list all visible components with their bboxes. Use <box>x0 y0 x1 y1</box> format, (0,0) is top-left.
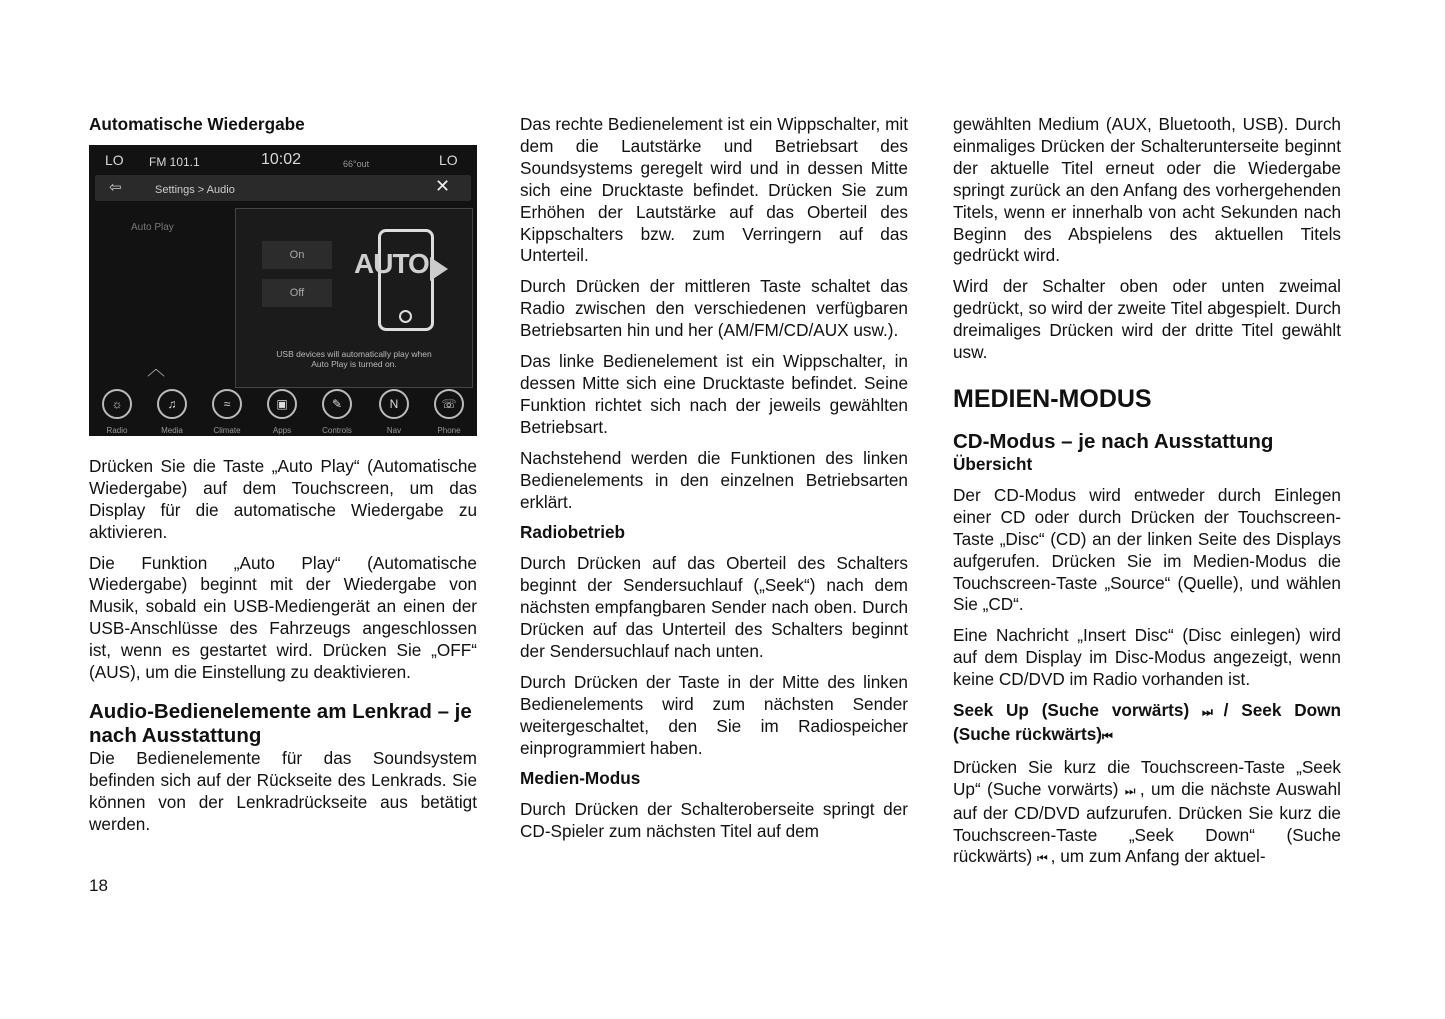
dock-phone[interactable] <box>423 389 475 436</box>
paragraph: Durch Drücken der Schalteroberseite springt der CD-Spieler zum nächsten Titel auf dem <box>520 799 908 842</box>
usb-note-line-1: USB devices will automatically play when <box>276 348 432 359</box>
dock-apps[interactable] <box>256 389 308 436</box>
dock-label: Media <box>161 425 183 435</box>
paragraph: Der CD-Modus wird entweder durch Einlegen einer CD oder durch Drücken der Touchscreen-Taste „Disc“ (CD) an der linken Seite des Displays aufgerufen. Drücken Sie im Medien-Modus die Touchscreen-Taste „Source“ (Quelle), und wählen Sie „CD“. <box>953 484 1341 615</box>
paragraph <box>953 757 1341 871</box>
apps-icon: ▣ <box>267 389 297 419</box>
seek-up-text: Seek Up (Suche vorwärts) <box>953 700 1190 721</box>
paragraph: Wird der Schalter oben oder unten zweimal gedrückt, so wird der zweite Titel abgespielt. Durch dreimaliges Drücken wird der dritte Titel gewählt usw. <box>953 276 1341 363</box>
page-number: 18 <box>89 876 108 895</box>
usb-note <box>236 349 472 369</box>
column-left <box>89 114 477 845</box>
phone-icon <box>378 229 434 331</box>
compass-icon: N <box>379 389 409 419</box>
status-lo-right: LO <box>439 151 458 168</box>
close-icon[interactable]: ✕ <box>435 175 451 196</box>
heading-media-mode-main: MEDIEN-MODUS <box>953 384 1152 413</box>
breadcrumb: Settings > Audio <box>155 183 235 196</box>
dock-controls[interactable] <box>311 389 363 436</box>
climate-icon: ≈ <box>212 389 242 419</box>
heading-media-mode: Medien-Modus <box>520 768 641 789</box>
chevron-up-icon[interactable]: ︿ <box>147 358 165 379</box>
dock-radio[interactable] <box>91 389 143 436</box>
previous-track-icon: ⏮ <box>1037 851 1046 866</box>
paragraph: Die Bedienelemente für das Soundsystem befinden sich auf der Rückseite des Lenkrads. Sie können von der Lenkradrückseite aus betätigt werden. <box>89 747 477 834</box>
dock-nav[interactable] <box>368 389 420 436</box>
music-note-icon: ♫ <box>157 389 187 419</box>
heading-overview: Übersicht <box>953 453 1033 474</box>
paragraph: Nachstehend werden die Funktionen des linken Bedienelements in den einzelnen Betriebsarten erklärt. <box>520 447 908 512</box>
status-temp: 66°out <box>343 158 370 169</box>
heading-radio: Radiobetrieb <box>520 522 626 543</box>
seek-text-c: , um zum Anfang der aktuel- <box>1050 846 1266 867</box>
previous-track-icon: ⏮ <box>1102 728 1111 743</box>
paragraph: Durch Drücken auf das Oberteil des Schalters beginnt der Sendersuchlauf („Seek“) nach dem nächsten empfangbaren Sender nach oben. Durch Drücken auf das Unterteil des Schalters beginnt der Sendersuchlauf nach unten. <box>520 553 908 661</box>
dock-label: Radio <box>106 425 128 435</box>
status-radio: FM 101.1 <box>149 154 200 169</box>
paragraph: Durch Drücken der Taste in der Mitte des linken Bedienelements wird zum nächsten Sender weitergeschaltet, den Sie im Radiospeicher einprogrammiert haben. <box>520 671 908 758</box>
dock-media[interactable] <box>146 389 198 436</box>
dock-label: Controls <box>322 425 352 435</box>
seek-text-a: Drücken Sie kurz die Touchscreen-Taste „Seek Up“ (Suche vorwärts) <box>953 756 1341 799</box>
auto-text: AUTO <box>354 247 429 279</box>
paragraph: Die Funktion „Auto Play“ (Automatische Wiedergabe) beginnt mit der Wiedergabe von Musik, sobald ein USB-Mediengerät an einen der USB-Anschlüsse des Fahrzeugs angeschlossen ist, wenn es gestartet wird. Drücken Sie „OFF“ (AUS), um die Einstellung zu deaktivieren. <box>89 552 477 683</box>
seek-text-b: , um die nächste Auswahl auf der CD/DVD aufzurufen. Drücken Sie kurz die Touchscreen-Taste „Seek Down“ (Suche rückwärts) <box>953 778 1341 867</box>
paragraph: Drücken Sie die Taste „Auto Play“ (Automatische Wiedergabe) auf dem Touchscreen, um das Display für die automatische Wiedergabe zu aktivieren. <box>89 455 477 542</box>
paragraph: Eine Nachricht „Insert Disc“ (Disc einlegen) wird auf dem Display im Disc-Modus angezeigt, wenn keine CD/DVD im Radio vorhanden ist. <box>953 625 1341 690</box>
settings-nav-bar <box>95 175 471 201</box>
paragraph: Das rechte Bedienelement ist ein Wippschalter, mit dem die Lautstärke und Betriebsart des Soundsystems geregelt wird und in dessen Mitte sich eine Drucktaste befindet. Drücken Sie zum Erhöhen der Lautstärke auf das Oberteil des Kippschalters bzw. zum Verringern auf das Unterteil. <box>520 114 908 266</box>
heading-cd-mode: CD-Modus – je nach Ausstattung <box>953 429 1274 453</box>
touchscreen-screenshot <box>89 145 477 436</box>
on-button[interactable]: On <box>262 241 332 269</box>
paragraph: gewählten Medium (AUX, Bluetooth, USB). Durch einmaliges Drücken der Schalterunterseite beginnt der aktuelle Titel erneut oder die Wiedergabe springt zurück an den Anfang des vorhergehenden Titels, wenn er innerhalb von acht Sekunden nach Beginn des Abspielens des aktuellen Titels gedrückt wird. <box>953 114 1341 266</box>
usb-note-line-2: Auto Play is turned on. <box>311 358 397 369</box>
auto-play-panel <box>235 208 473 388</box>
dock-label: Phone <box>437 425 461 435</box>
column-right <box>953 114 1341 879</box>
auto-play-label[interactable]: Auto Play <box>131 221 174 233</box>
phone-signal-icon: ☏ <box>434 389 464 419</box>
column-middle <box>520 114 908 852</box>
dock-label: Climate <box>213 425 241 435</box>
heading-seek <box>953 700 1341 748</box>
seek-down-text: / Seek Down (Suche rückwärts) <box>953 700 1341 744</box>
back-arrow-icon[interactable]: ⇦ <box>109 178 122 196</box>
dock-label: Nav <box>386 425 402 435</box>
paragraph: Durch Drücken der mittleren Taste schaltet das Radio zwischen den verschiedenen verfügbaren Betriebsarten hin und her (AM/FM/CD/AUX usw.). <box>520 276 908 341</box>
paragraph: Das linke Bedienelement ist ein Wippschalter, in dessen Mitte sich eine Drucktaste befindet. Seine Funktion richtet sich nach der jeweils gewählten Betriebsart. <box>520 351 908 437</box>
next-track-icon: ⏭ <box>1124 783 1134 798</box>
status-lo-left: LO <box>105 151 124 168</box>
play-arrow-icon <box>430 257 448 281</box>
status-time: 10:02 <box>261 150 302 168</box>
heading-steering-controls: Audio-Bedienelemente am Lenkrad – je nach Ausstattung <box>89 699 472 747</box>
off-button[interactable]: Off <box>262 279 332 307</box>
heading-auto-play: Automatische Wiedergabe <box>89 114 305 134</box>
next-track-icon: ⏭ <box>1202 705 1211 720</box>
wrench-icon: ✎ <box>322 389 352 419</box>
radio-icon: ☼ <box>102 389 132 419</box>
dock-label: Apps <box>272 425 292 435</box>
dock-climate[interactable] <box>201 389 253 436</box>
